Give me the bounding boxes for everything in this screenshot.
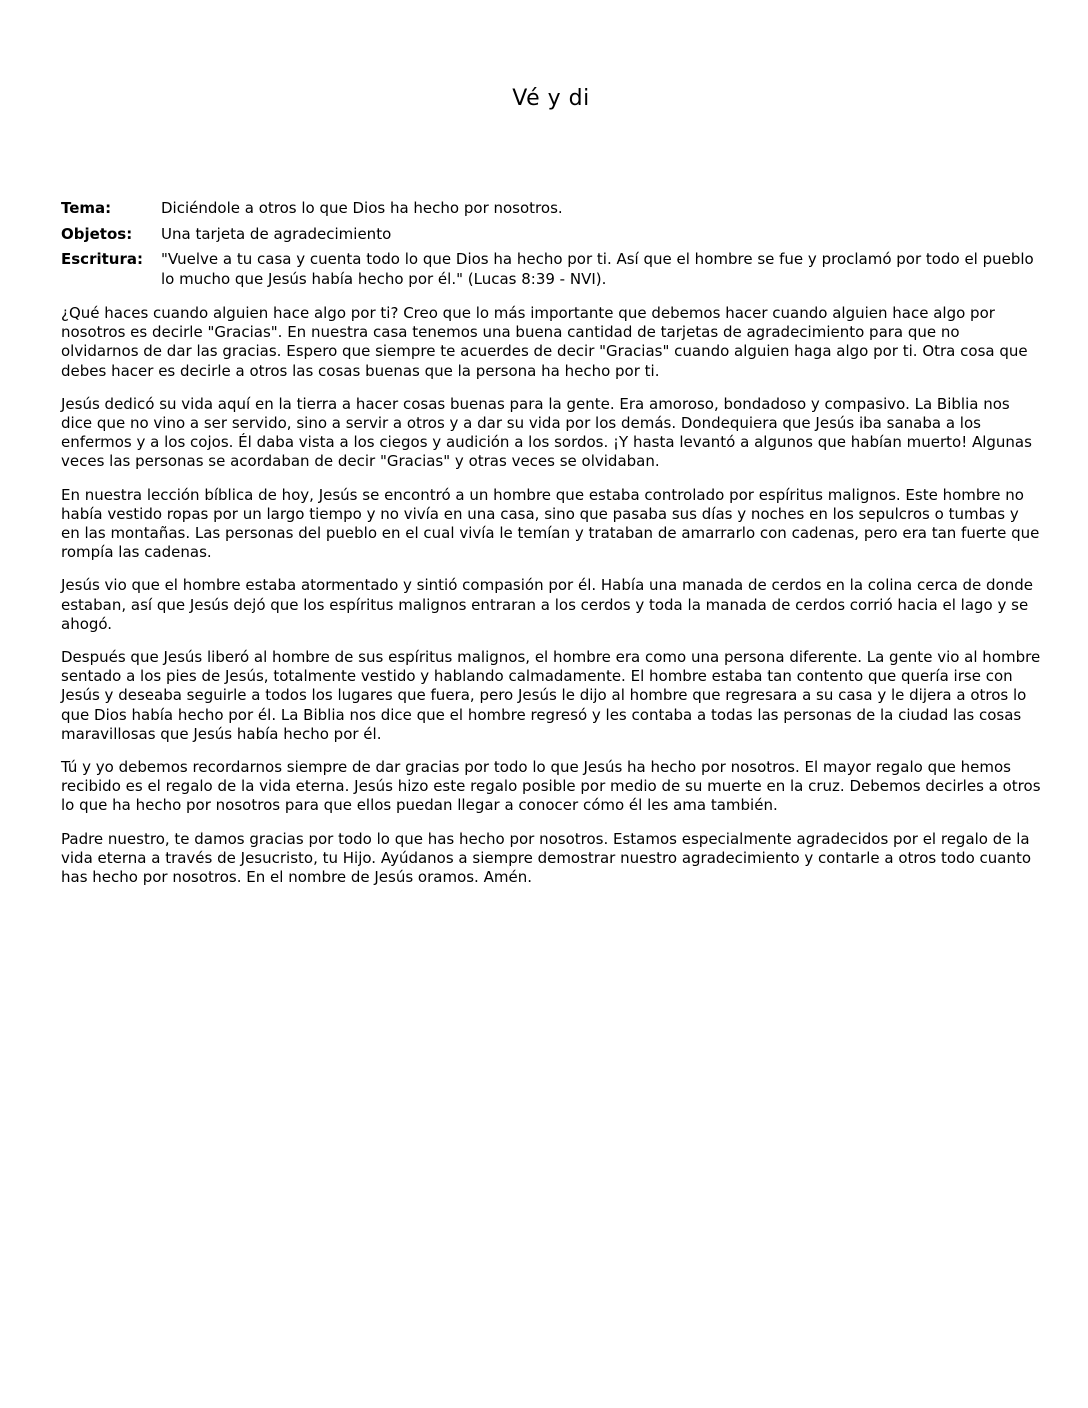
document-title: Vé y di: [512, 86, 590, 111]
body-paragraph: ¿Qué haces cuando alguien hace algo por ti? Creo que lo más importante que debemos hacer cuando alguien hace algo por nosotros es decirle "Gracias". En nuestra casa tenemos una buena cantidad de tarjetas de agradecimiento para que no olvidarnos de dar las gracias. Espero que siempre te acuerdes de decir "Gracias" cuando alguien haga algo por ti. Otra cosa que debes hacer es decirle a otros las cosas buenas que la persona ha hecho por ti.: [61, 304, 1028, 380]
lesson-meta: [61, 199, 1041, 295]
meta-label: Objetos:: [61, 224, 133, 243]
meta-row-escritura: [61, 250, 1041, 289]
body-paragraph: En nuestra lección bíblica de hoy, Jesús se encontró a un hombre que estaba controlado por espíritus malignos. Este hombre no había vestido ropas por un largo tiempo y no vivía en una casa, sino que pasaba sus días y noches en los sepulcros o tumbas y en las montañas. Las personas del pueblo en el cual vivía le temían y trataban de amarrarlo con cadenas, pero era tan fuerte que rompía las cadenas.: [61, 485, 1040, 562]
body-paragraph: Tú y yo debemos recordarnos siempre de dar gracias por todo lo que Jesús ha hecho por nosotros. El mayor regalo que hemos recibido es el regalo de la vida eterna. Jesús hizo este regalo posible por medio de su muerte en la cruz. Debemos decirles a otros lo que ha hecho por nosotros para que ellos puedan llegar a conocer cómo él les ama también.: [61, 758, 1041, 815]
meta-label: Escritura:: [61, 250, 143, 268]
meta-row-objetos: [61, 225, 1041, 245]
prayer-paragraph: Padre nuestro, te damos gracias por todo lo que has hecho por nosotros. Estamos especialmente agradecidos por el regalo de la vida eterna a través de Jesucristo, tu Hijo. Ayúdanos a siempre demostrar nuestro agradecimiento y contarle a otros todo cuanto has hecho por nosotros. En el nombre de Jesús oramos. Amén.: [61, 829, 1032, 887]
meta-row-tema: [61, 199, 1041, 219]
meta-value: Diciéndole a otros lo que Dios ha hecho por nosotros.: [161, 199, 563, 217]
meta-value: "Vuelve a tu casa y cuenta todo lo que Dios ha hecho por ti. Así que el hombre se fue y proclamó por todo el pueblo lo mucho que Jesús había hecho por él." (Lucas 8:39 - NVI).: [161, 250, 1034, 288]
meta-label: Tema:: [61, 199, 112, 217]
body-paragraph: Jesús dedicó su vida aquí en la tierra a hacer cosas buenas para la gente. Era amoroso, bondadoso y compasivo. La Biblia nos dice que no vino a ser servido, sino a servir a otros y a dar su vida por los demás. Dondequiera que Jesús iba sanaba a los enfermos y a los cojos. Él daba vista a los ciegos y audición a los sordos. ¡Y hasta levantó a algunos que habían muerto! Algunas veces las personas se acordaban de decir "Gracias" y otras veces se olvidaban.: [61, 394, 1032, 471]
body-paragraph: Después que Jesús liberó al hombre de sus espíritus malignos, el hombre era como una persona diferente. La gente vio al hombre sentado a los pies de Jesús, totalmente vestido y hablando calmadamente. El hombre estaba tan contento que quería irse con Jesús y deseaba seguirle a todos los lugares que fuera, pero Jesús le dijo al hombre que regresara a su casa y le dijera a otros lo que Dios había hecho por él. La Biblia nos dice que el hombre regresó y les contaba a todas las personas de la ciudad las cosas maravillosas que Jesús había hecho por él.: [61, 648, 1041, 743]
body-paragraph: Jesús vio que el hombre estaba atormentado y sintió compasión por él. Había una manada de cerdos en la colina cerca de donde estaban, así que Jesús dejó que los espíritus malignos entraran a los cerdos y toda la manada de cerdos corrió hacia el lago y se ahogó.: [61, 576, 1034, 633]
lesson-body: [61, 304, 1041, 901]
meta-value: Una tarjeta de agradecimiento: [161, 224, 392, 243]
